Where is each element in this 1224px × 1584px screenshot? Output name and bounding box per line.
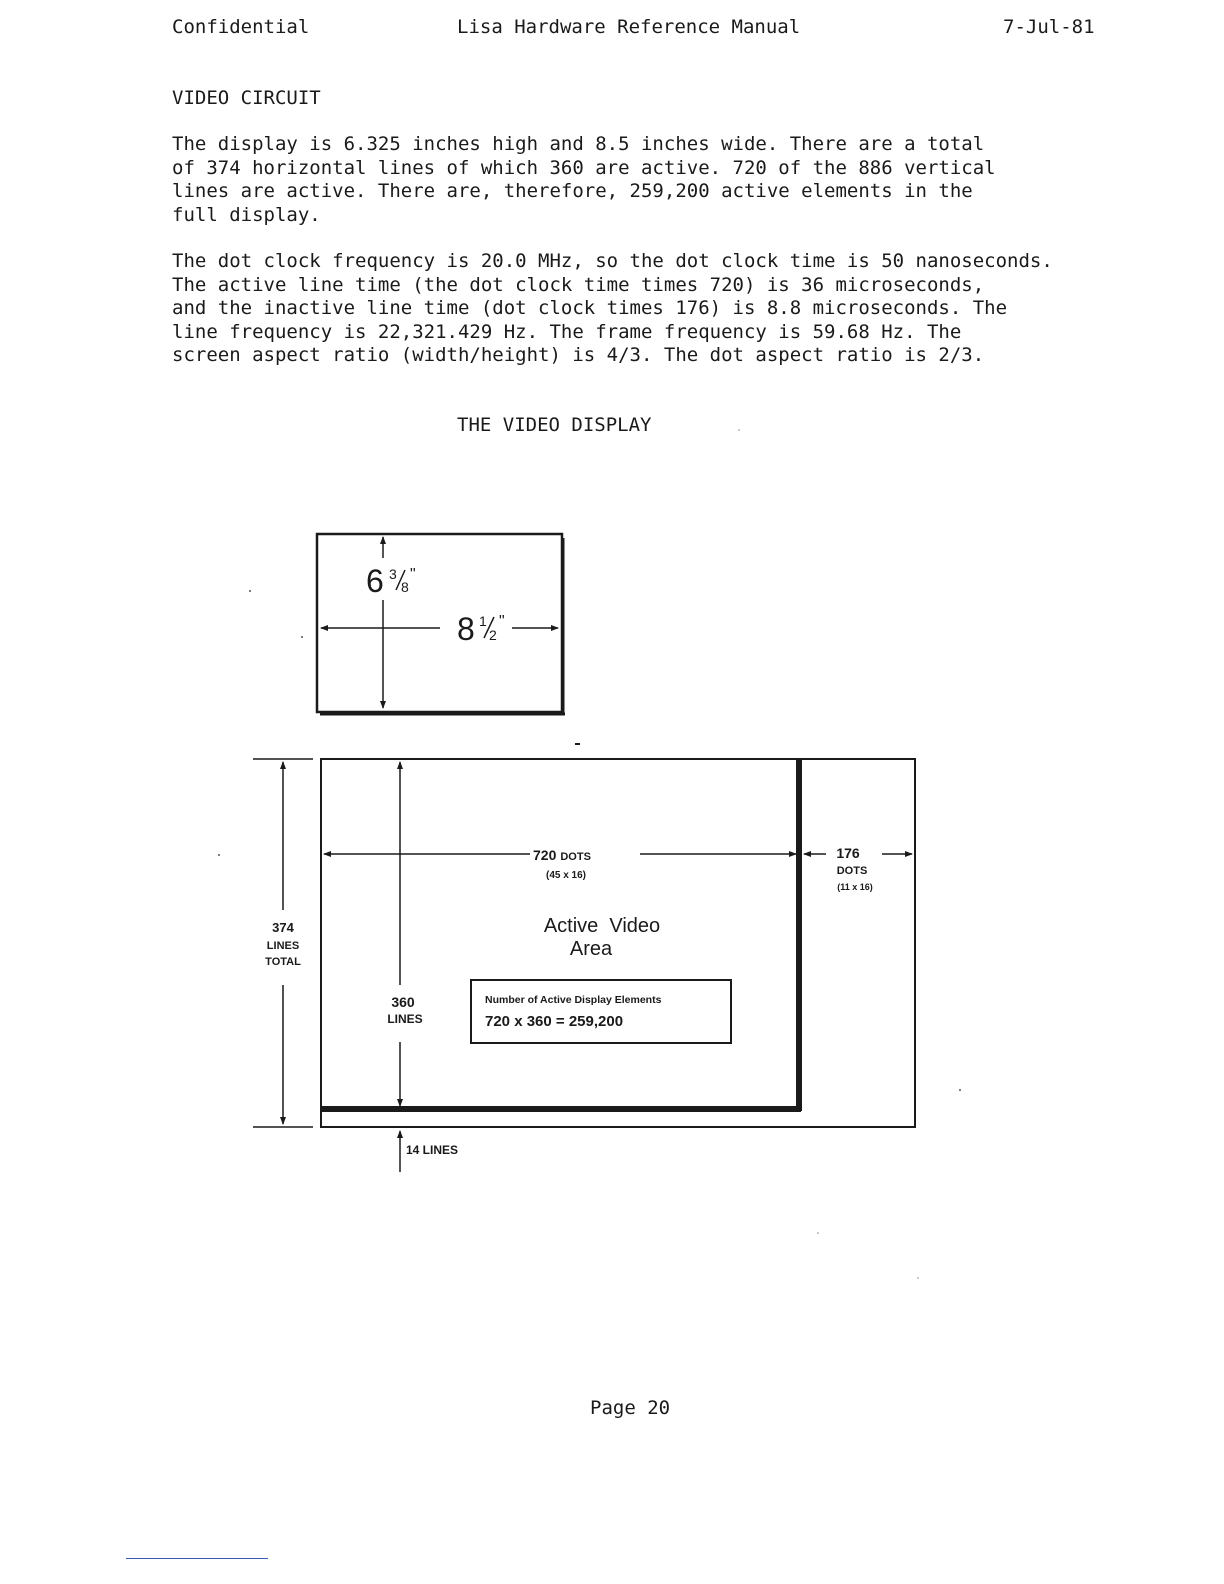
inactive-dots-unit: DOTS — [836, 865, 868, 877]
height-inch-mark: " — [410, 566, 416, 583]
width-num: 1 — [479, 613, 487, 629]
width-whole: 8 — [457, 611, 475, 647]
total-lines-unit-2: TOTAL — [265, 956, 301, 968]
height-num: 3 — [389, 566, 397, 582]
page-number: Page 20 — [590, 1397, 671, 1419]
inactive-dots-sub: (11 x 16) — [837, 882, 873, 892]
paragraph-timing-specs: The dot clock frequency is 20.0 MHz, so the dot clock time is 50 nanoseconds. The active line time (the dot clock time times 720) is 36 microseconds, and the inactive line time (dot clock times 176) is 8.8 microseconds. The line frequency is 22,321.429 Hz. The frame frequency is 59.68 Hz. The screen aspect ratio (width/height) is 4/3. The dot aspect ratio is 2/3. — [172, 250, 1053, 366]
elements-box — [471, 980, 731, 1043]
screen-outline — [317, 534, 562, 712]
raster-diagram — [253, 759, 915, 1172]
active-dots-unit: DOTS — [560, 851, 591, 863]
inactive-dots-value: 176 — [836, 845, 860, 861]
header-title: Lisa Hardware Reference Manual — [457, 16, 801, 38]
blank-lines-label: 14 LINES — [406, 1143, 459, 1157]
header-date: 7-Jul-81 — [1003, 16, 1095, 38]
figure-title: THE VIDEO DISPLAY — [457, 414, 652, 436]
section-title: VIDEO CIRCUIT — [172, 87, 321, 109]
paragraph-display-specs: The display is 6.325 inches high and 8.5 inches wide. There are a total of 374 horizontal lines of which 360 are active. 720 of the 886 vertical lines are active. There are, therefore, 259,200 active elements in the full display. — [172, 133, 996, 226]
screen-size-diagram — [317, 534, 565, 715]
svg-text:720DOTS — [533, 847, 591, 863]
width-den: 2 — [489, 627, 497, 643]
active-dots-sub: (45 x 16) — [545, 870, 587, 881]
active-lines-unit: LINES — [387, 1012, 423, 1026]
elements-box-value: 720 x 360 = 259,200 — [485, 1013, 624, 1030]
active-dots-value: 720 — [533, 847, 557, 863]
total-lines-value: 374 — [272, 920, 294, 935]
active-lines-value: 360 — [391, 994, 415, 1010]
footer-rule — [126, 1558, 268, 1559]
active-area-label: Active Video — [543, 915, 661, 937]
elements-box-title: Number of Active Display Elements — [485, 994, 662, 1006]
active-area-label-2: Area — [569, 938, 613, 960]
height-whole: 6 — [366, 563, 384, 599]
header-left: Confidential — [172, 16, 310, 38]
height-den: 8 — [401, 579, 409, 595]
width-inch-mark: " — [499, 613, 505, 630]
total-frame-outline — [321, 759, 915, 1127]
total-lines-unit: LINES — [266, 940, 300, 952]
